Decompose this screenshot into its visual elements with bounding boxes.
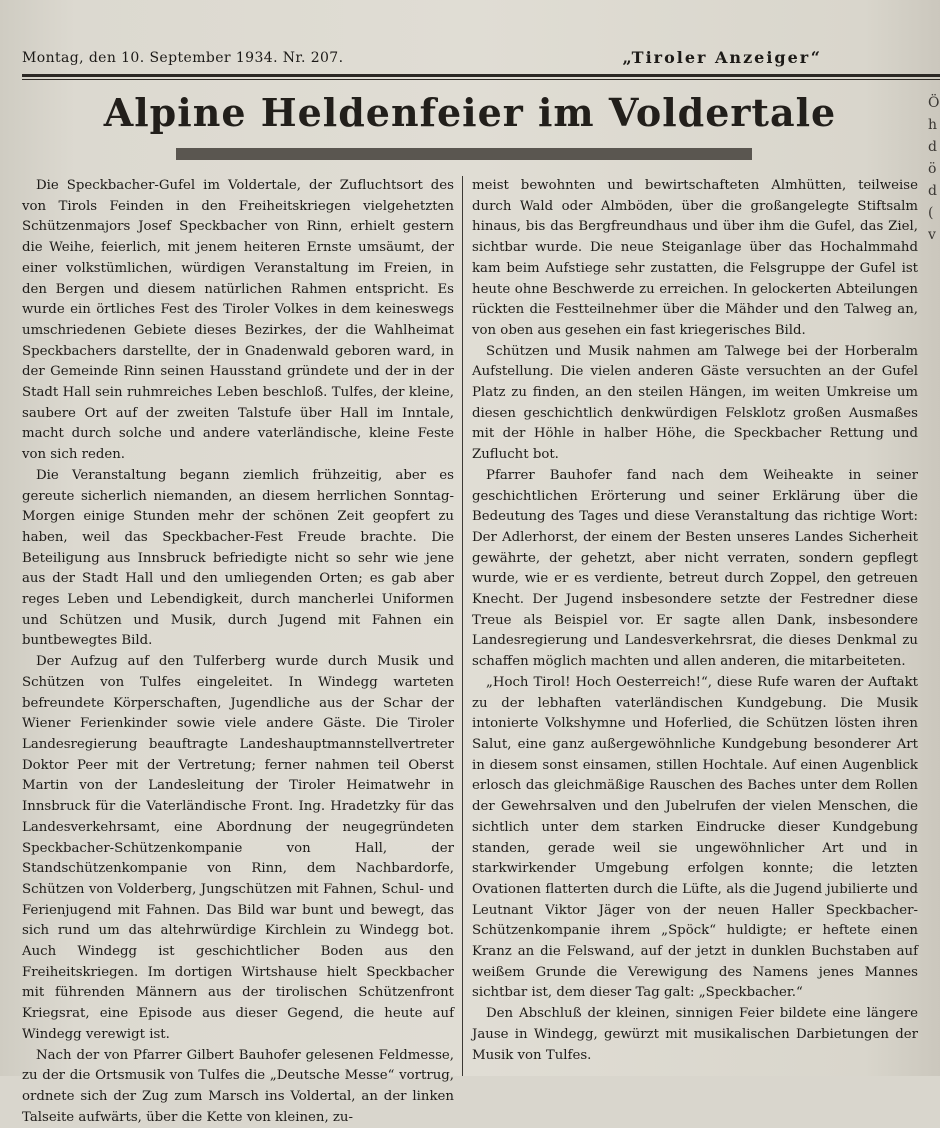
article-column-right <box>472 176 918 1066</box>
article-column-left <box>22 176 454 1128</box>
paragraph: Der Aufzug auf den Tulferberg wurde durch Musik und Schützen von Tulfes eingeleitet. In Windegg warteten befreundete Körperschaften, Jugendliche aus der Schar der Wiener Ferienkinder sowie viele andere Gäste. Die Tiroler Landesregierung beauftragte Landeshauptmannstellvertreter Doktor Peer mit der Vertretung; ferner nahmen teil Oberst Martin von der Landesleitung der Tiroler Heimatwehr in Innsbruck für die Vaterländische Front. Ing. Hradetzky für das Landesverkehrsamt, eine Abordnung der neugegründeten Speckbacher-Schützenkompanie von Hall, der Standschützenkompanie von Rinn, dem Nachbardorfe, Schützen von Volderberg, Jungschützen mit Fahnen, Schul- und Ferienjugend mit Fahnen. Das Bild war bunt und bewegt, das sich rund um das altehrwürdige Kirchlein zu Windegg bot. Auch Windegg ist geschichtlicher Boden aus den Freiheitskriegen. Im dortigen Wirtshause hielt Speckbacher mit führenden Männern aus der tirolischen Schützenfront Kriegsrat, eine Episode aus dieser Gegend, die heute auf Windegg verewigt ist. <box>22 654 454 1042</box>
date-line: Montag, den 10. September 1934. Nr. 207. <box>22 50 344 66</box>
column-divider <box>462 176 463 1076</box>
masthead-rule-thin <box>22 79 940 80</box>
masthead-rule <box>22 74 940 77</box>
article-headline: Alpine Heldenfeier im Voldertale <box>103 90 837 135</box>
paragraph: Pfarrer Bauhofer fand nach dem Weiheakte in seiner geschichtlichen Erörterung und seiner Erklärung über die Bedeutung des Tages und diese Veranstaltung das richtige Wort: Der Adlerhorst, der einem der Besten unseres Landes Sicherheit gewährte, der gehetzt, aber nicht verraten, sondern gepflegt wurde, wie er es verdiente, betreut durch Zoppel, den getreuen Knecht. Der Jugend insbesondere setzte der Festredner diese Treue als Beispiel vor. Er sagte allen Dank, insbesondere Landesregierung und Landesverkehrsrat, die dieses Denkmal zu schaffen möglich machten und allen anderen, die mitarbeiteten. <box>472 467 918 670</box>
paragraph: meist bewohnten und bewirtschafteten Almhütten, teilweise durch Wald oder Almböden, über die großangelegte Stiftsalm hinaus, bis das Bergfreundhaus und über ihm die Gufel, das Ziel, sichtbar wurde. Die neue Steiganlage über das Hochalmmahd kam beim Aufstiege sehr zustatten, die Felsgruppe der Gufel ist heute ohne Beschwerde zu erreichen. In gelockerten Abteilungen rückten die Festteilnehmer über die Mähder und den Talweg an, von oben aus gesehen ein fast kriegerisches Bild. <box>472 178 918 338</box>
paragraph: Die Speckbacher-Gufel im Voldertale, der Zufluchtsort des von Tirols Feinden in den Freiheitskriegen vielgehetzten Schützenmajors Josef Speckbacher von Rinn, erhielt gestern die Weihe, feierlich, mit jenem heiteren Ernste umsäumt, der einer volkstümlichen, würdigen Veranstaltung im Freien, in den Bergen und diesem natürlichen Rahmen entspricht. Es wurde ein örtliches Fest des Tiroler Volkes in dem keineswegs umschriedenen Gebiete dieses Bezirkes, der die Wahlheimat Speckbachers darstellte, der in Gnadenwald geboren ward, in der Gemeinde Rinn seinen Hausstand gründete und der in der Stadt Hall sein ruhmreiches Leben beschloß. Tulfes, der kleine, saubere Ort auf der zweiten Talstufe über Hall im Inntale, macht durch solche und andere vaterländische, kleine Feste von sich reden. <box>22 178 454 463</box>
paragraph: Schützen und Musik nahmen am Talwege bei der Horberalm Aufstellung. Die vielen anderen Gäste versuchten an der Gufel Platz zu finden, an den steilen Hängen, im weiten Umkreise um diesen geschichtlich denkwürdigen Felsklotz großen Ausmaßes mit der Höhle in halber Höhe, die Speckbacher Rettung und Zuflucht bot. <box>472 343 918 463</box>
paragraph: „Hoch Tirol! Hoch Oesterreich!“, diese Rufe waren der Auftakt zu der lebhaften vaterländischen Kundgebung. Die Musik intonierte Volkshymne und Hoferlied, die Schützen lösten ihren Salut, eine ganz außergewöhnliche Kundgebung besonderer Art in diesem sonst einsamen, stillen Hochtale. Auf einen Augenblick erlosch das gleichmäßige Rauschen des Baches unter dem Rollen der Gewehrsalven und den Jubelrufen der vielen Menschen, die sichtlich unter dem starken Eindrucke dieser Kundgebung standen, gerade weil sie ungewöhnlicher Art und in starkwirkender Umgebung erfolgen konnte; die letzten Ovationen flatterten durch die Lüfte, als die Jugend jubilierte und Leutnant Viktor Jäger von der neuen Haller Speckbacher-Schützenkompanie ihrem „Spöck“ huldigte; er heftete einen Kranz an die Felswand, auf der jetzt in dunklen Buchstaben auf weißem Grunde die Verewigung des Namens jenes Mannes sichtbar ist, dem dieser Tag galt: „Speckbacher.“ <box>472 674 918 1001</box>
masthead <box>22 48 932 74</box>
paragraph: Den Abschluß der kleinen, sinnigen Feier bildete eine längere Jause in Windegg, gewürzt mit musikalischen Darbietungen der Musik von Tulfes. <box>472 1006 918 1063</box>
paragraph: Die Veranstaltung begann ziemlich frühzeitig, aber es gereute sicherlich niemanden, an diesem herrlichen Sonntag-Morgen einige Stunden mehr der schönen Zeit geopfert zu haben, weil das Speckbacher-Fest Freude brachte. Die Beteiligung aus Innsbruck befriedigte nicht so sehr wie jene aus der Stadt Hall und den umliegenden Orten; es gab aber reges Leben und Lebendigkeit, durch mancherlei Uniformen und Schützen und Musik, durch Jugend mit Fahnen ein buntbewegtes Bild. <box>22 467 454 649</box>
paragraph: Nach der von Pfarrer Gilbert Bauhofer gelesenen Feldmesse, zu der die Ortsmusik von Tulfes die „Deutsche Messe“ vortrug, ordnete sich der Zug zum Marsch ins Voldertal, an der linken Talseite aufwärts, über die Kette von kleinen, zu- <box>22 1047 454 1125</box>
headline-underline-bar <box>176 148 752 160</box>
adjacent-column-fragment: Ö h d ö d ( v <box>928 95 940 243</box>
newspaper-name: „Tiroler Anzeiger“ <box>622 48 822 67</box>
